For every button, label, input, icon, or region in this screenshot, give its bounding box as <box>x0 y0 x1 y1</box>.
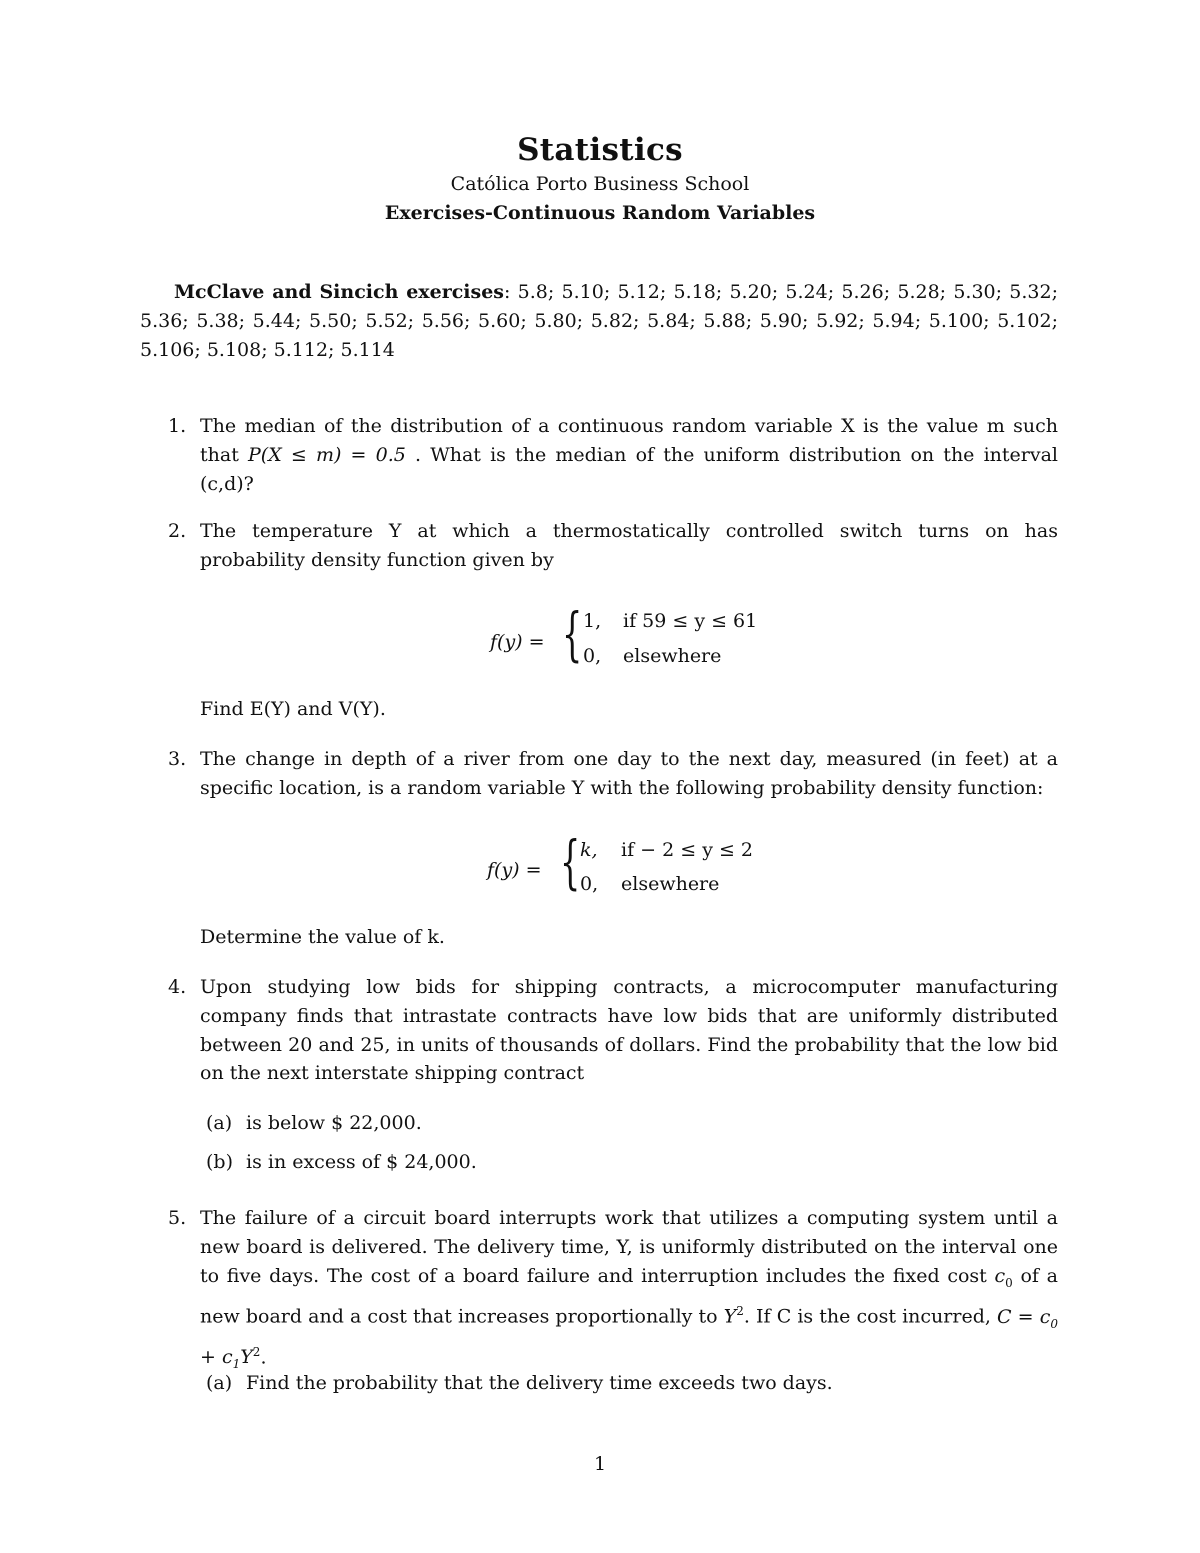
left-brace: { <box>562 600 583 668</box>
exercise-5: 5. The failure of a circuit board interrupts work that utilizes a computing system until a new board is delivered. The delivery time, Y, is uniformly distributed on the interval one to five days. The cost of a board failure and interruption includes the fixed cost $c_0$ of a new board and a cost that increases proportionally to $Y^2$. If C is the cost incurred, $C = c_0 + c_1Y^2$. <box>200 1204 1058 1379</box>
school-name: Católica Porto Business School <box>450 173 750 195</box>
left-brace: { <box>560 828 581 896</box>
exercise-3 <box>168 745 1058 803</box>
case-1-condition: if − 2 ≤ y ≤ 2 <box>621 839 754 861</box>
exercise-number: 2. <box>168 520 187 542</box>
exercise-question: Determine the value of k. <box>200 926 445 948</box>
textbook-exercise-list: : 5.8; 5.10; 5.12; 5.18; 5.20; 5.24; 5.26; 5.28; 5.30; 5.32; 5.36; 5.38; 5.44; 5.50; 5.52; 5.56; 5.60; 5.80; 5.82; 5.84; 5.88; 5.90; 5.92; 5.94; 5.100; 5.102; 5.106; 5.108; 5.112; 5.114 <box>140 281 1058 361</box>
exercise-text: The median of the distribution of a continuous random variable X is the value m such that <box>200 415 1058 466</box>
case-2-value: 0, <box>580 873 599 895</box>
pdf-lhs: f(y) = <box>487 859 542 881</box>
exercise-text: The change in depth of a river from one day to the next day, measured (in feet) at a specific location, is a random variable Y with the following probability density function: <box>200 748 1058 799</box>
exercise-4 <box>168 973 1058 1088</box>
exercise-number: 3. <box>168 748 187 770</box>
exercise-2 <box>168 517 1058 575</box>
exercise-text: Upon studying low bids for shipping contracts, a microcomputer manufacturing company finds that intrastate contracts have low bids that are uniformly distributed between 20 and 25, in units of thousands of dollars. Find the probability that the low bid on the next interstate shipping contract <box>200 976 1058 1085</box>
exercise-1 <box>168 412 1058 498</box>
exercise-question: Find E(Y) and V(Y). <box>200 698 386 720</box>
case-2-condition: elsewhere <box>623 645 722 667</box>
cost-formula: $C = c_0 + c_1Y$ <box>200 1305 1058 1372</box>
pdf-lhs: f(y) = <box>490 631 545 653</box>
subquestion-b: (b) is in excess of $ 24,000. <box>206 1151 477 1173</box>
case-1-value: 1, <box>583 610 602 632</box>
case-1-condition: if 59 ≤ y ≤ 61 <box>623 610 758 632</box>
exercise-number: 4. <box>168 976 187 998</box>
document-subtitle: Exercises-Continuous Random Variables <box>384 202 816 224</box>
exercise-text-cont: . What is the median of the uniform distribution on the interval (c,d)? <box>200 443 1058 495</box>
case-2-value: 0, <box>583 645 602 667</box>
subquestion-a: (a) is below $ 22,000. <box>206 1112 422 1134</box>
case-1-value: k, <box>580 839 598 861</box>
subquestion-a: (a) Find the probability that the delivery time exceeds two days. <box>206 1372 833 1394</box>
textbook-exercises-paragraph <box>140 278 1058 364</box>
exercise-text: The failure of a circuit board interrupts work that utilizes a computing system until a new board is delivered. The delivery time, Y, is uniformly distributed on the interval one to five days. The cost of a board failure and interruption includes the fixed cost <box>200 1207 1058 1287</box>
case-2-condition: elsewhere <box>621 873 720 895</box>
textbook-label: McClave and Sincich exercises <box>174 281 505 303</box>
median-formula: P(X ≤ m) = 0.5 <box>248 443 406 466</box>
exercise-number: 5. <box>168 1207 187 1229</box>
page-number: 1 <box>593 1453 607 1475</box>
exercise-text: The temperature Y at which a thermostatically controlled switch turns on has probability density function given by <box>200 520 1058 571</box>
document-title: Statistics <box>517 132 683 168</box>
exercise-number: 1. <box>168 415 187 437</box>
